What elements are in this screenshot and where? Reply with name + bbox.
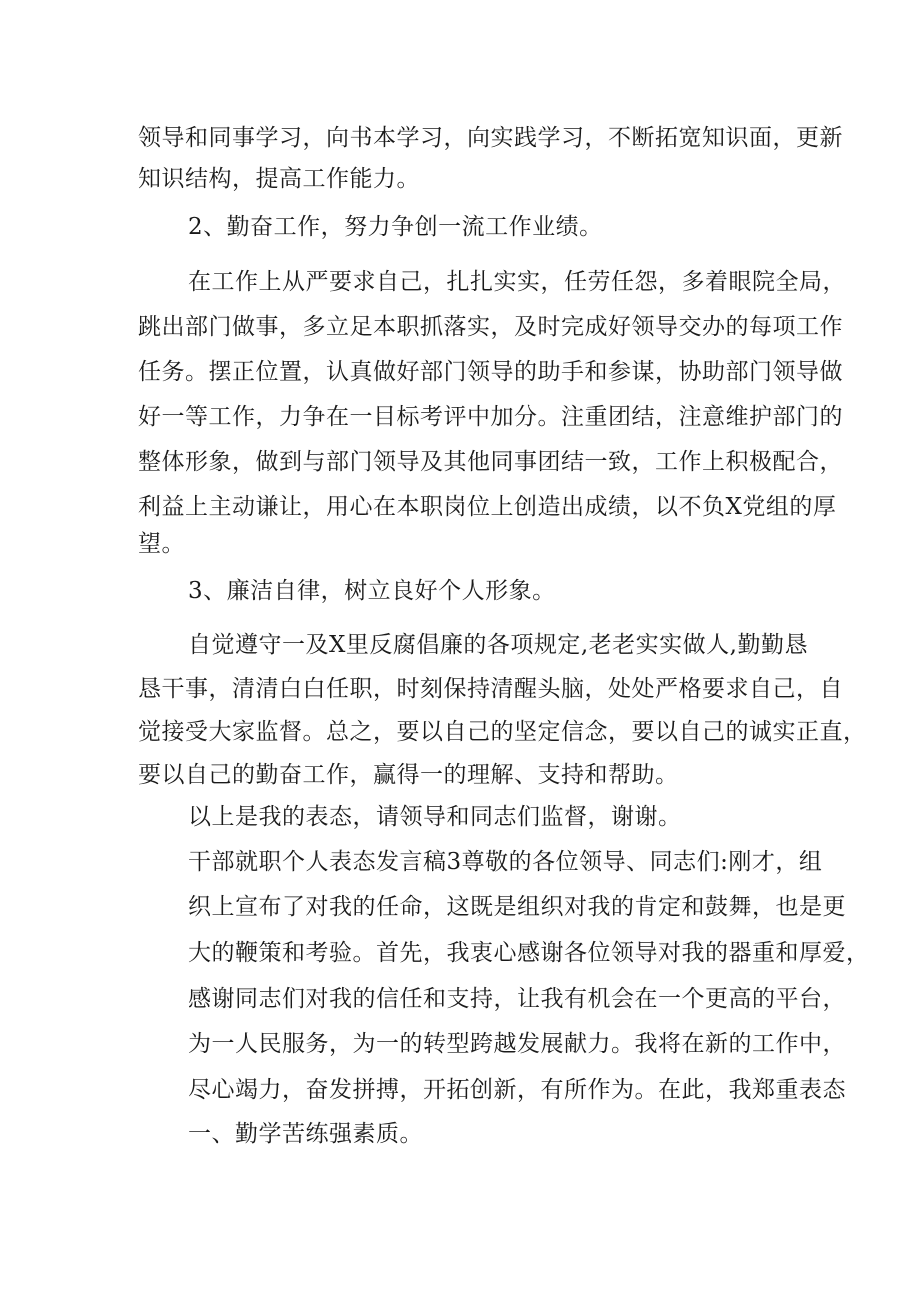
text-line: 尽心竭力，奋发拼搏，开拓创新，有所作为。在此，我郑重表态 <box>188 1077 846 1103</box>
text-line: 领导和同事学习，向书本学习，向实践学习，不断拓宽知识面，更新 <box>138 125 843 151</box>
text-line: 干部就职个人表态发言稿3尊敬的各位领导、同志们:刚才，组 <box>188 849 823 875</box>
text-line: 跳出部门做事，多立足本职抓落实，及时完成好领导交办的每项工作 <box>138 314 843 340</box>
text-line: 为一人民服务，为一的转型跨越发展献力。我将在新的工作中， <box>188 1031 846 1057</box>
text-line: 整体形象，做到与部门领导及其他同事团结一致，工作上积极配合， <box>138 449 843 475</box>
section-heading: 2、勤奋工作，努力争创一流工作业绩。 <box>188 214 603 240</box>
text-line: 自觉遵守一及X里反腐倡廉的各项规定,老老实实做人,勤勤恳 <box>188 632 808 658</box>
text-line: 感谢同志们对我的信任和支持，让我有机会在一个更高的平台， <box>188 986 846 1012</box>
text-line: 利益上主动谦让，用心在本职岗位上创造出成绩，以不负X党组的厚 <box>138 494 837 520</box>
section-heading: 一、勤学苦练强素质。 <box>188 1121 423 1147</box>
text-line: 好一等工作，力争在一目标考评中加分。注重团结，注意维护部门的 <box>138 404 843 430</box>
text-line: 恳干事，清清白白任职，时刻保持清醒头脑，处处严格要求自己，自 <box>138 676 843 702</box>
text-line: 知识结构，提高工作能力。 <box>138 166 420 192</box>
text-line: 以上是我的表态，请领导和同志们监督，谢谢。 <box>188 804 682 830</box>
text-line: 任务。摆正位置，认真做好部门领导的助手和参谋，协助部门领导做 <box>138 359 843 385</box>
text-line: 要以自己的勤奋工作，赢得一的理解、支持和帮助。 <box>138 762 679 788</box>
text-line: 望。 <box>138 531 185 557</box>
text-line: 大的鞭策和考验。首先，我衷心感谢各位领导对我的器重和厚爱， <box>188 940 870 966</box>
text-line: 觉接受大家监督。总之，要以自己的坚定信念，要以自己的诚实正直， <box>138 719 867 745</box>
section-heading: 3、廉洁自律，树立良好个人形象。 <box>188 578 556 604</box>
text-line: 在工作上从严要求自己，扎扎实实，任劳任怨，多着眼院全局， <box>188 269 846 295</box>
text-line: 织上宣布了对我的任命，这既是组织对我的肯定和鼓舞，也是更 <box>188 894 846 920</box>
